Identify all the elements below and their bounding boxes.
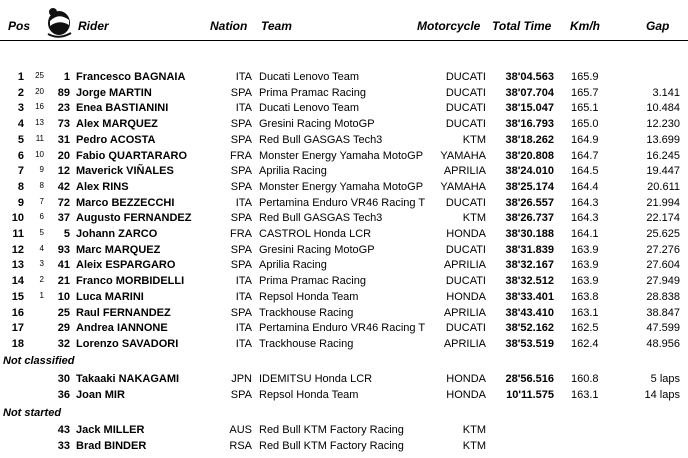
motorcycle-cell: DUCATI — [445, 71, 486, 83]
rider-number-cell: 41 — [57, 259, 70, 272]
rider-number-cell: 89 — [57, 86, 70, 99]
points-cell: 1 — [39, 290, 44, 300]
rider-number-cell: 29 — [57, 322, 70, 335]
table-row — [0, 101, 688, 116]
team-cell: Red Bull KTM Factory Racing — [259, 424, 404, 436]
nation-cell: RSA — [229, 440, 252, 452]
motorcycle-cell: HONDA — [446, 290, 486, 303]
rider-name-cell: Joan MIR — [76, 388, 125, 401]
gap-cell: 5 laps — [650, 373, 680, 385]
speed-cell: 163.9 — [571, 243, 599, 256]
motorcycle-cell: HONDA — [446, 373, 486, 385]
team-cell: Monster Energy Yamaha MotoGP — [259, 180, 424, 193]
position-cell: 16 — [11, 306, 24, 319]
motorcycle-cell: APRILIA — [443, 165, 486, 178]
position-cell: 4 — [17, 118, 24, 131]
nation-cell: SPA — [230, 243, 252, 256]
speed-cell: 163.1 — [571, 306, 599, 319]
total-time-cell: 10'11.575 — [506, 388, 554, 401]
table-row — [0, 439, 688, 454]
team-cell: CASTROL Honda LCR — [259, 228, 372, 240]
motorcycle-cell: DUCATI — [445, 275, 486, 288]
total-time-cell: 38'33.401 — [505, 290, 554, 303]
speed-cell: 164.5 — [571, 165, 599, 178]
speed-cell: 164.7 — [571, 149, 599, 162]
table-row — [0, 133, 688, 148]
position-cell: 1 — [17, 71, 24, 83]
motorcycle-cell: YAMAHA — [440, 180, 486, 193]
rider-number-cell: 12 — [57, 165, 70, 178]
position-cell: 13 — [11, 259, 24, 272]
header-motorcycle: Motorcycle — [417, 19, 481, 33]
nation-cell: SPA — [230, 86, 252, 99]
table-header — [0, 0, 688, 41]
rider-number-cell: 23 — [57, 102, 70, 115]
points-cell: 7 — [39, 196, 44, 206]
gap-cell: 25.625 — [646, 228, 680, 240]
motorcycle-cell: DUCATI — [445, 102, 486, 115]
speed-cell: 165.0 — [571, 118, 599, 131]
team-cell: IDEMITSU Honda LCR — [259, 373, 373, 385]
table-row — [0, 70, 688, 85]
points-cell: 6 — [39, 212, 44, 222]
motorcycle-cell: APRILIA — [443, 306, 486, 319]
table-row — [0, 243, 688, 258]
header-kmh: Km/h — [570, 19, 600, 33]
table-row — [0, 227, 688, 242]
gap-cell: 22.174 — [646, 212, 680, 225]
rider-number-cell: 32 — [57, 337, 70, 350]
nation-cell: JPN — [231, 373, 252, 385]
gap-cell: 16.245 — [646, 149, 680, 162]
nation-cell: SPA — [230, 118, 252, 131]
nation-cell: ITA — [235, 337, 252, 350]
header-rider: Rider — [78, 19, 109, 33]
header-total-time: Total Time — [492, 19, 552, 33]
table-row — [0, 423, 688, 438]
motorcycle-cell: DUCATI — [445, 196, 486, 209]
speed-cell: 165.9 — [571, 71, 599, 83]
nation-cell: ITA — [235, 322, 252, 335]
team-cell: Aprilia Racing — [259, 259, 327, 272]
rider-name-cell: Takaaki NAKAGAMI — [76, 373, 180, 385]
position-cell: 6 — [17, 149, 24, 162]
rider-number-cell: 1 — [63, 71, 70, 83]
motorcycle-cell: YAMAHA — [440, 149, 486, 162]
table-row — [0, 274, 688, 289]
position-cell: 2 — [17, 86, 24, 99]
table-row — [0, 196, 688, 211]
gap-cell: 19.447 — [646, 165, 680, 178]
team-cell: Repsol Honda Team — [259, 388, 359, 401]
rider-name-cell: Marco BEZZECCHI — [76, 196, 175, 209]
header-gap: Gap — [646, 19, 670, 33]
speed-cell: 163.8 — [571, 290, 599, 303]
nation-cell: ITA — [235, 102, 252, 115]
table-row — [0, 337, 688, 352]
nation-cell: SPA — [230, 388, 252, 401]
total-time-cell: 38'32.167 — [505, 259, 554, 272]
motorcycle-cell: HONDA — [446, 388, 486, 401]
gap-cell: 48.956 — [646, 337, 680, 350]
motorcycle-cell: DUCATI — [445, 322, 486, 335]
speed-cell: 160.8 — [571, 373, 599, 385]
motorcycle-cell: DUCATI — [445, 118, 486, 131]
rider-name-cell: Jack MILLER — [76, 424, 145, 436]
rider-name-cell: Pedro ACOSTA — [76, 133, 156, 146]
total-time-cell: 38'43.410 — [505, 306, 554, 319]
position-cell: 15 — [11, 290, 24, 303]
total-time-cell: 38'24.010 — [505, 165, 554, 178]
nation-cell: AUS — [229, 424, 252, 436]
motorcycle-cell: DUCATI — [445, 243, 486, 256]
rider-number-cell: 31 — [57, 133, 70, 146]
rider-number-cell: 37 — [57, 212, 70, 225]
table-row — [0, 164, 688, 179]
rider-name-cell: Francesco BAGNAIA — [76, 71, 186, 83]
rider-number-cell: 33 — [57, 440, 70, 452]
table-row — [0, 149, 688, 164]
total-time-cell: 38'15.047 — [505, 102, 554, 115]
rider-number-cell: 10 — [57, 290, 70, 303]
gap-cell: 13.699 — [646, 133, 680, 146]
team-cell: Red Bull GASGAS Tech3 — [259, 133, 383, 146]
team-cell: Trackhouse Racing — [259, 337, 354, 350]
speed-cell: 164.9 — [571, 133, 599, 146]
gap-cell: 28.838 — [646, 290, 680, 303]
gap-cell: 20.611 — [647, 180, 680, 193]
table-row — [0, 180, 688, 195]
points-cell: 2 — [39, 275, 44, 285]
gap-cell: 14 laps — [644, 388, 680, 401]
nation-cell: FRA — [230, 149, 252, 162]
nation-cell: SPA — [230, 180, 252, 193]
position-cell: 8 — [17, 180, 24, 193]
position-cell: 5 — [17, 133, 24, 146]
nation-cell: SPA — [230, 212, 252, 225]
header-nation: Nation — [210, 19, 248, 33]
rider-name-cell: Enea BASTIANINI — [76, 102, 169, 115]
motorcycle-cell: KTM — [462, 440, 486, 452]
total-time-cell: 38'31.839 — [505, 243, 554, 256]
total-time-cell: 38'30.188 — [505, 228, 554, 240]
team-cell: Pertamina Enduro VR46 Racing T — [259, 322, 426, 335]
nation-cell: SPA — [230, 165, 252, 178]
header-pos: Pos — [8, 19, 31, 33]
gap-cell: 47.599 — [646, 322, 680, 335]
motorcycle-cell: HONDA — [446, 228, 486, 240]
points-cell: 3 — [39, 259, 44, 269]
points-cell: 13 — [35, 118, 44, 128]
speed-cell: 162.5 — [571, 322, 599, 335]
rider-name-cell: Lorenzo SAVADORI — [76, 337, 179, 350]
points-cell: 4 — [39, 243, 44, 253]
position-cell: 7 — [17, 165, 24, 178]
header-team: Team — [261, 19, 292, 33]
motorcycle-cell: APRILIA — [443, 259, 486, 272]
speed-cell: 164.4 — [571, 180, 599, 193]
total-time-cell: 38'26.737 — [505, 212, 554, 225]
table-row — [0, 306, 688, 321]
nation-cell: SPA — [230, 259, 252, 272]
gap-cell: 27.949 — [646, 275, 680, 288]
rider-number-cell: 36 — [57, 388, 70, 401]
rider-name-cell: Alex RINS — [76, 180, 129, 193]
table-row — [0, 290, 688, 305]
motorcycle-cell: KTM — [462, 133, 486, 146]
position-cell: 18 — [11, 337, 24, 350]
motorcycle-cell: APRILIA — [443, 337, 486, 350]
team-cell: Gresini Racing MotoGP — [259, 118, 375, 131]
total-time-cell: 38'25.174 — [505, 180, 554, 193]
team-cell: Prima Pramac Racing — [259, 86, 366, 99]
team-cell: Aprilia Racing — [259, 165, 327, 178]
nation-cell: ITA — [235, 290, 252, 303]
rider-name-cell: Raul FERNANDEZ — [76, 306, 171, 319]
rider-name-cell: Jorge MARTIN — [76, 86, 152, 99]
total-time-cell: 38'18.262 — [505, 133, 554, 146]
rider-number-cell: 25 — [57, 306, 70, 319]
points-cell: 8 — [39, 180, 44, 190]
position-cell: 17 — [11, 322, 24, 335]
points-cell: 16 — [35, 102, 44, 112]
table-row — [0, 321, 688, 336]
rider-number-cell: 30 — [57, 373, 70, 385]
position-cell: 14 — [11, 275, 24, 288]
nation-cell: ITA — [235, 196, 252, 209]
table-row — [0, 388, 688, 403]
gap-cell: 38.847 — [646, 306, 680, 319]
gap-cell: 12.230 — [646, 118, 680, 131]
table-row — [0, 211, 688, 226]
motorcycle-cell: KTM — [462, 424, 486, 436]
gap-cell: 10.484 — [646, 102, 680, 115]
team-cell: Monster Energy Yamaha MotoGP — [259, 149, 424, 162]
speed-cell: 163.1 — [571, 388, 599, 401]
points-cell: 5 — [39, 228, 44, 237]
rider-helmet-icon — [44, 4, 74, 38]
total-time-cell: 38'32.512 — [505, 275, 554, 288]
rider-number-cell: 93 — [57, 243, 70, 256]
gap-cell: 27.604 — [646, 259, 680, 272]
points-cell: 9 — [39, 165, 44, 175]
rider-number-cell: 42 — [57, 180, 70, 193]
total-time-cell: 38'26.557 — [505, 196, 554, 209]
speed-cell: 164.3 — [571, 212, 599, 225]
rider-number-cell: 21 — [57, 275, 70, 288]
motorcycle-cell: KTM — [462, 212, 486, 225]
total-time-cell: 38'53.519 — [505, 337, 554, 350]
table-row — [0, 258, 688, 273]
nation-cell: SPA — [230, 133, 252, 146]
team-cell: Ducati Lenovo Team — [259, 71, 360, 83]
nation-cell: SPA — [230, 306, 252, 319]
team-cell: Repsol Honda Team — [259, 290, 359, 303]
gap-cell: 3.141 — [652, 86, 680, 99]
table-row — [0, 86, 688, 101]
speed-cell: 162.4 — [571, 337, 599, 350]
table-row — [0, 117, 688, 132]
total-time-cell: 38'52.162 — [505, 322, 554, 335]
rider-name-cell: Alex MARQUEZ — [76, 118, 158, 131]
total-time-cell: 38'04.563 — [505, 71, 554, 83]
rider-name-cell: Maverick VIÑALES — [76, 165, 174, 178]
position-cell: 12 — [11, 243, 24, 256]
team-cell: Ducati Lenovo Team — [259, 102, 360, 115]
gap-cell: 27.276 — [646, 243, 680, 256]
total-time-cell: 28'56.516 — [505, 373, 554, 385]
rider-name-cell: Franco MORBIDELLI — [76, 275, 185, 288]
rider-name-cell: Brad BINDER — [76, 440, 147, 452]
nation-cell: ITA — [235, 275, 252, 288]
rider-number-cell: 43 — [57, 424, 70, 436]
rider-name-cell: Aleix ESPARGARO — [76, 259, 176, 272]
table-row — [0, 372, 688, 387]
total-time-cell: 38'07.704 — [505, 86, 554, 99]
not-classified-heading: Not classified — [3, 355, 75, 367]
nation-cell: ITA — [235, 71, 252, 83]
rider-number-cell: 20 — [57, 149, 70, 162]
team-cell: Pertamina Enduro VR46 Racing T — [259, 196, 426, 209]
points-cell: 20 — [35, 86, 44, 96]
speed-cell: 163.9 — [571, 275, 599, 288]
not-started-heading: Not started — [3, 407, 62, 419]
rider-name-cell: Augusto FERNANDEZ — [76, 212, 192, 225]
team-cell: Red Bull GASGAS Tech3 — [259, 212, 383, 225]
rider-name-cell: Marc MARQUEZ — [76, 243, 161, 256]
position-cell: 3 — [17, 102, 24, 115]
rider-name-cell: Luca MARINI — [76, 290, 144, 303]
speed-cell: 165.7 — [571, 86, 599, 99]
rider-number-cell: 72 — [57, 196, 70, 209]
rider-name-cell: Andrea IANNONE — [76, 322, 168, 335]
gap-cell: 21.994 — [646, 196, 680, 209]
speed-cell: 163.9 — [571, 259, 599, 272]
rider-number-cell: 73 — [57, 118, 70, 131]
rider-name-cell: Johann ZARCO — [76, 228, 158, 240]
points-cell: 25 — [35, 71, 44, 80]
rider-name-cell: Fabio QUARTARARO — [76, 149, 188, 162]
team-cell: Gresini Racing MotoGP — [259, 243, 375, 256]
nation-cell: FRA — [230, 228, 252, 240]
points-cell: 10 — [35, 149, 44, 159]
team-cell: Trackhouse Racing — [259, 306, 354, 319]
points-cell: 11 — [35, 133, 44, 143]
speed-cell: 165.1 — [571, 102, 599, 115]
team-cell: Red Bull KTM Factory Racing — [259, 440, 404, 452]
rider-number-cell: 5 — [63, 228, 70, 240]
speed-cell: 164.1 — [571, 228, 599, 240]
speed-cell: 164.3 — [571, 196, 599, 209]
team-cell: Prima Pramac Racing — [259, 275, 366, 288]
position-cell: 9 — [17, 196, 24, 209]
motorcycle-cell: DUCATI — [445, 86, 486, 99]
position-cell: 11 — [12, 228, 24, 240]
total-time-cell: 38'20.808 — [505, 149, 554, 162]
total-time-cell: 38'16.793 — [505, 118, 554, 131]
position-cell: 10 — [11, 212, 24, 225]
